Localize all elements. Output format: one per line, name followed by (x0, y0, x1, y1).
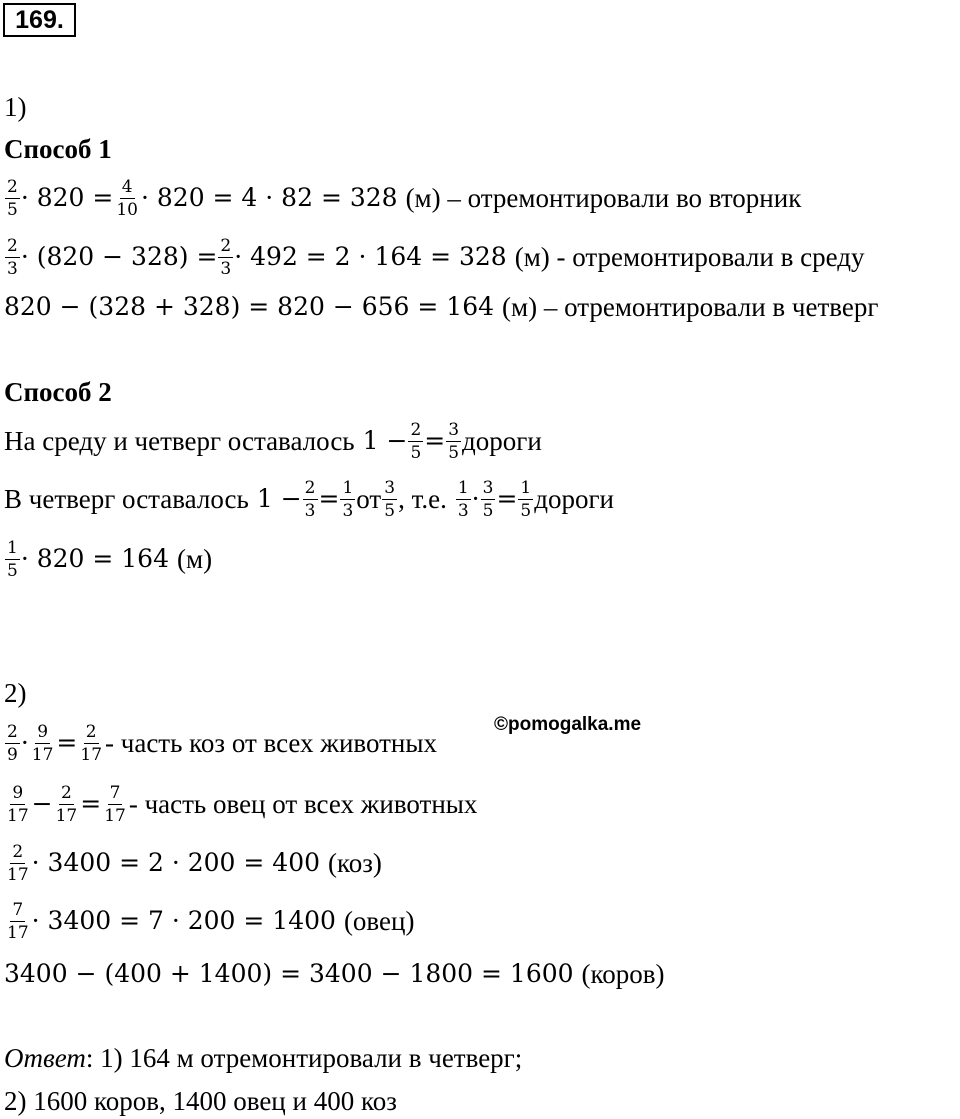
fraction: $\frac{7}{17}$ (104, 782, 126, 826)
method1-title: Способ 1 (4, 134, 112, 164)
fraction: $\frac{2}{17}$ (7, 841, 29, 885)
watermark: ©pomogalka.me (494, 714, 642, 735)
fraction: $\frac{3}{5}$ (482, 477, 494, 521)
part2-line3: $\frac{2}{17}$ · 3400 = 2 · 200 = 400 (коз) (7, 841, 382, 885)
part2-line2: $\frac{9}{17}$ − $\frac{2}{17}$ = $\frac{7}{17}$ - часть овец от всех животных (7, 782, 478, 826)
method1-line1: $\frac{2}{5}$ · 820 = $\frac{4}{10}$ · 820 = 4 · 82 = 328 (м) – отремонтировали во вторник (7, 176, 802, 220)
fraction: $\frac{9}{17}$ (31, 721, 54, 765)
part2-line4: $\frac{7}{17}$ · 3400 = 7 · 200 = 1400 (овец) (7, 899, 415, 943)
part2-line1: $\frac{2}{9}$ · $\frac{9}{17}$ = $\frac{2}{17}$ - часть коз от всех животных (7, 721, 438, 765)
answer-label: Ответ (4, 1043, 86, 1073)
fraction: $\frac{2}{3}$ (7, 235, 18, 279)
method1-line2: $\frac{2}{3}$ · (820 − 328) = $\frac{2}{3}$ · 492 = 2 · 164 = 328 (м) - отремонтировали в среду (7, 235, 865, 279)
fraction: $\frac{2}{3}$ (220, 235, 232, 279)
fraction: $\frac{1}{3}$ (457, 477, 469, 521)
method2-line2: В четверг оставалось 1 − $\frac{2}{3}$ = $\frac{1}{3}$ от $\frac{3}{5}$ , т.е. $\frac{1}{3}$ · $\frac{3}{5}$ = $\frac{1}{5}$ дороги (4, 477, 614, 521)
fraction: $\frac{2}{17}$ (80, 721, 103, 765)
fraction: $\frac{1}{3}$ (342, 477, 354, 521)
fraction: $\frac{2}{17}$ (55, 782, 78, 826)
fraction: $\frac{2}{9}$ (7, 721, 18, 765)
fraction: $\frac{1}{5}$ (520, 477, 532, 521)
fraction: $\frac{2}{5}$ (410, 419, 422, 463)
method2-line3: $\frac{1}{5}$ · 820 = 164 (м) (7, 537, 213, 581)
method2-title: Способ 2 (4, 377, 112, 407)
fraction: $\frac{2}{3}$ (304, 477, 316, 521)
method1-line3: 820 − (328 + 328) = 820 − 656 = 164 (м) – отремонтировали в четверг (4, 292, 879, 322)
fraction: $\frac{4}{10}$ (116, 176, 138, 220)
problem-number: 169. (3, 3, 76, 37)
fraction: $\frac{1}{5}$ (7, 537, 18, 581)
answer-line1: Ответ : 1) 164 м отремонтировали в четверг; (4, 1043, 523, 1073)
method2-line1: На среду и четверг оставалось 1 − $\frac{2}{5}$ = $\frac{3}{5}$ дороги (4, 419, 542, 463)
fraction: $\frac{3}{5}$ (384, 477, 396, 521)
fraction: $\frac{7}{17}$ (7, 899, 29, 943)
part2-line5: 3400 − (400 + 1400) = 3400 − 1800 = 1600 (коров) (4, 959, 665, 989)
fraction: $\frac{2}{5}$ (7, 176, 18, 220)
part1-label: 1) (4, 92, 27, 122)
answer-line2: 2) 1600 коров, 1400 овец и 400 коз (4, 1086, 397, 1116)
part2-label: 2) (4, 678, 27, 708)
fraction: $\frac{9}{17}$ (7, 782, 29, 826)
fraction: $\frac{3}{5}$ (448, 419, 460, 463)
